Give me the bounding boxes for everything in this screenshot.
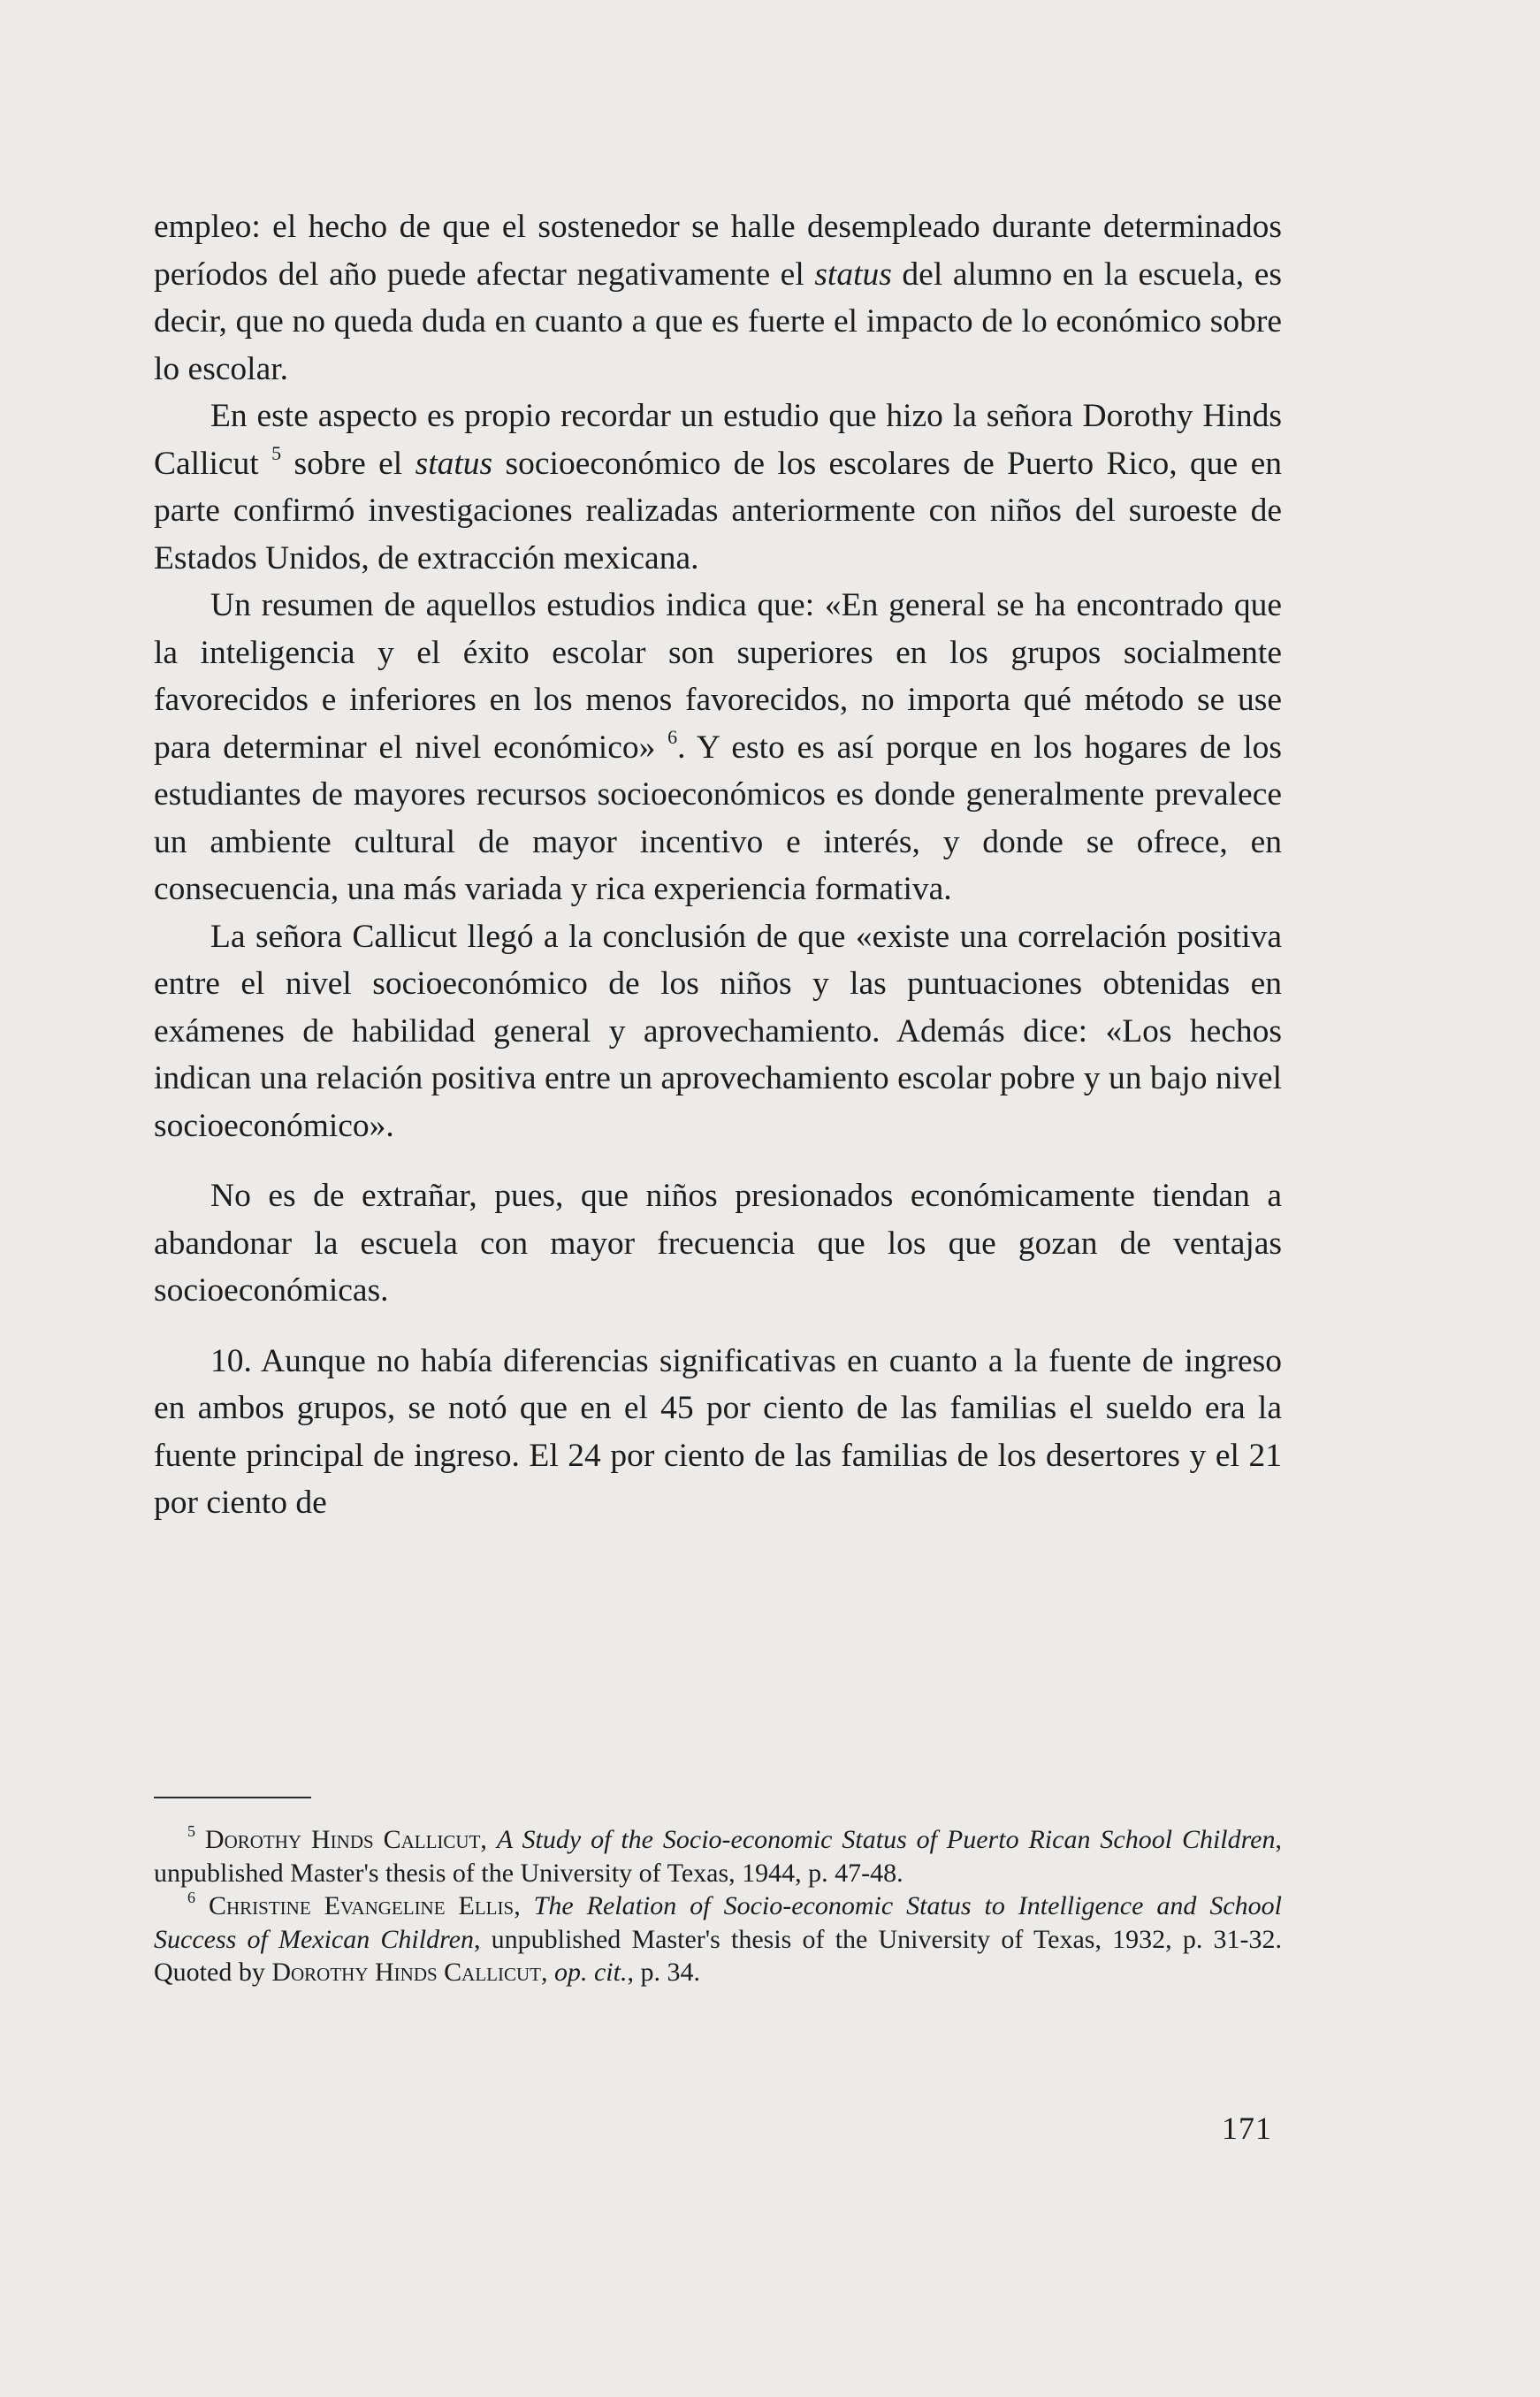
paragraph-3: Un resumen de aquellos estudios indica que: «En general se ha encontrado que la inteligencia y el éxito escolar son superiores en los grupos socialmente favorecidos e inferiores en los menos favorecidos, no importa qué método se use para determinar el nivel económico» $^6$. Y esto es así porque en los hogares de los estudiantes de mayores recursos socioeconómicos es donde generalmente prevalece un ambiente cultural de mayor incentivo e interés, y donde se ofrece, en consecuencia, una más variada y rica experiencia formativa. [154,587,1282,907]
paragraph-1: empleo: el hecho de que el sostenedor se halle desempleado durante determinados períodos del año puede afectar negativamente el status del alumno en la escuela, es decir, que no queda duda en cuanto a que es fuerte el impacto de lo económico sobre lo escolar. [154,209,1282,387]
footnote-author: Dorothy Hinds Callicut [204,1825,481,1854]
paragraph-5: No es de extrañar, pues, que niños presionados económicamente tiendan a abandonar la escuela con mayor frecuencia que los que gozan de ventajas socioeconómicas. [154,1178,1282,1309]
paragraph-4: La señora Callicut llegó a la conclusión de que «existe una correlación positiva entre el nivel socioeconómico de los niños y las puntuaciones obtenidas en exámenes de habilidad general y aprovechamiento. Además dice: «Los hechos indican una relación positiva entre un aprovechamiento escolar pobre y un bajo nivel socioeconómico». [154,918,1282,1144]
footnote-6: $^6$ Christine Evangeline Ellis, The Relation of Socio-economic Status to Intelligence and School Success of Mexican Children, unpublished Master's thesis of the University of Texas, 1932, p. 31-32. Quoted by Dorothy Hinds Callicut, op. cit., p. 34. [154,1889,1282,1987]
page-number: 171 [1222,2111,1272,2146]
footnote-abbrev: op. cit. [553,1958,628,1987]
paragraph-2: En este aspecto es propio recordar un estudio que hizo la señora Dorothy Hinds Callicut $^5$ sobre el status socioeconómico de los escolares de Puerto Rico, que en parte confirmó investigaciones realizadas anteriormente con niños del suroeste de Estados Unidos, de extracción mexicana. [154,398,1282,576]
footnote-title: The Relation of Socio-economic Status to Intelligence and School Success of Mexican Children [154,1891,1282,1954]
footnote-author: Dorothy Hinds Callicut [271,1958,541,1987]
italic-term: status [415,445,493,482]
footnotes [154,1797,1282,1989]
footnote-title: A Study of the Socio-economic Status of Puerto Rican School Children [496,1825,1276,1854]
footnote-ref-5[interactable]: 5 [271,442,282,464]
italic-term: status [814,256,892,293]
footnote-5: $^5$ Dorothy Hinds Callicut, A Study of the Socio-economic Status of Puerto Rican School Children, unpublished Master's thesis of the University of Texas, 1944, p. 47-48. [154,1822,1282,1888]
main-text [154,203,1282,1527]
footnote-author: Christine Evangeline Ellis [208,1891,515,1920]
footnote-ref-6[interactable]: 6 [667,726,678,748]
footnote-divider [154,1797,311,1798]
paragraph-6: 10. Aunque no había diferencias significativas en cuanto a la fuente de ingreso en ambos grupos, se notó que en el 45 por ciento de las familias el sueldo era la fuente principal de ingreso. El 24 por ciento de las familias de los desertores y el 21 por ciento de [154,1342,1282,1521]
